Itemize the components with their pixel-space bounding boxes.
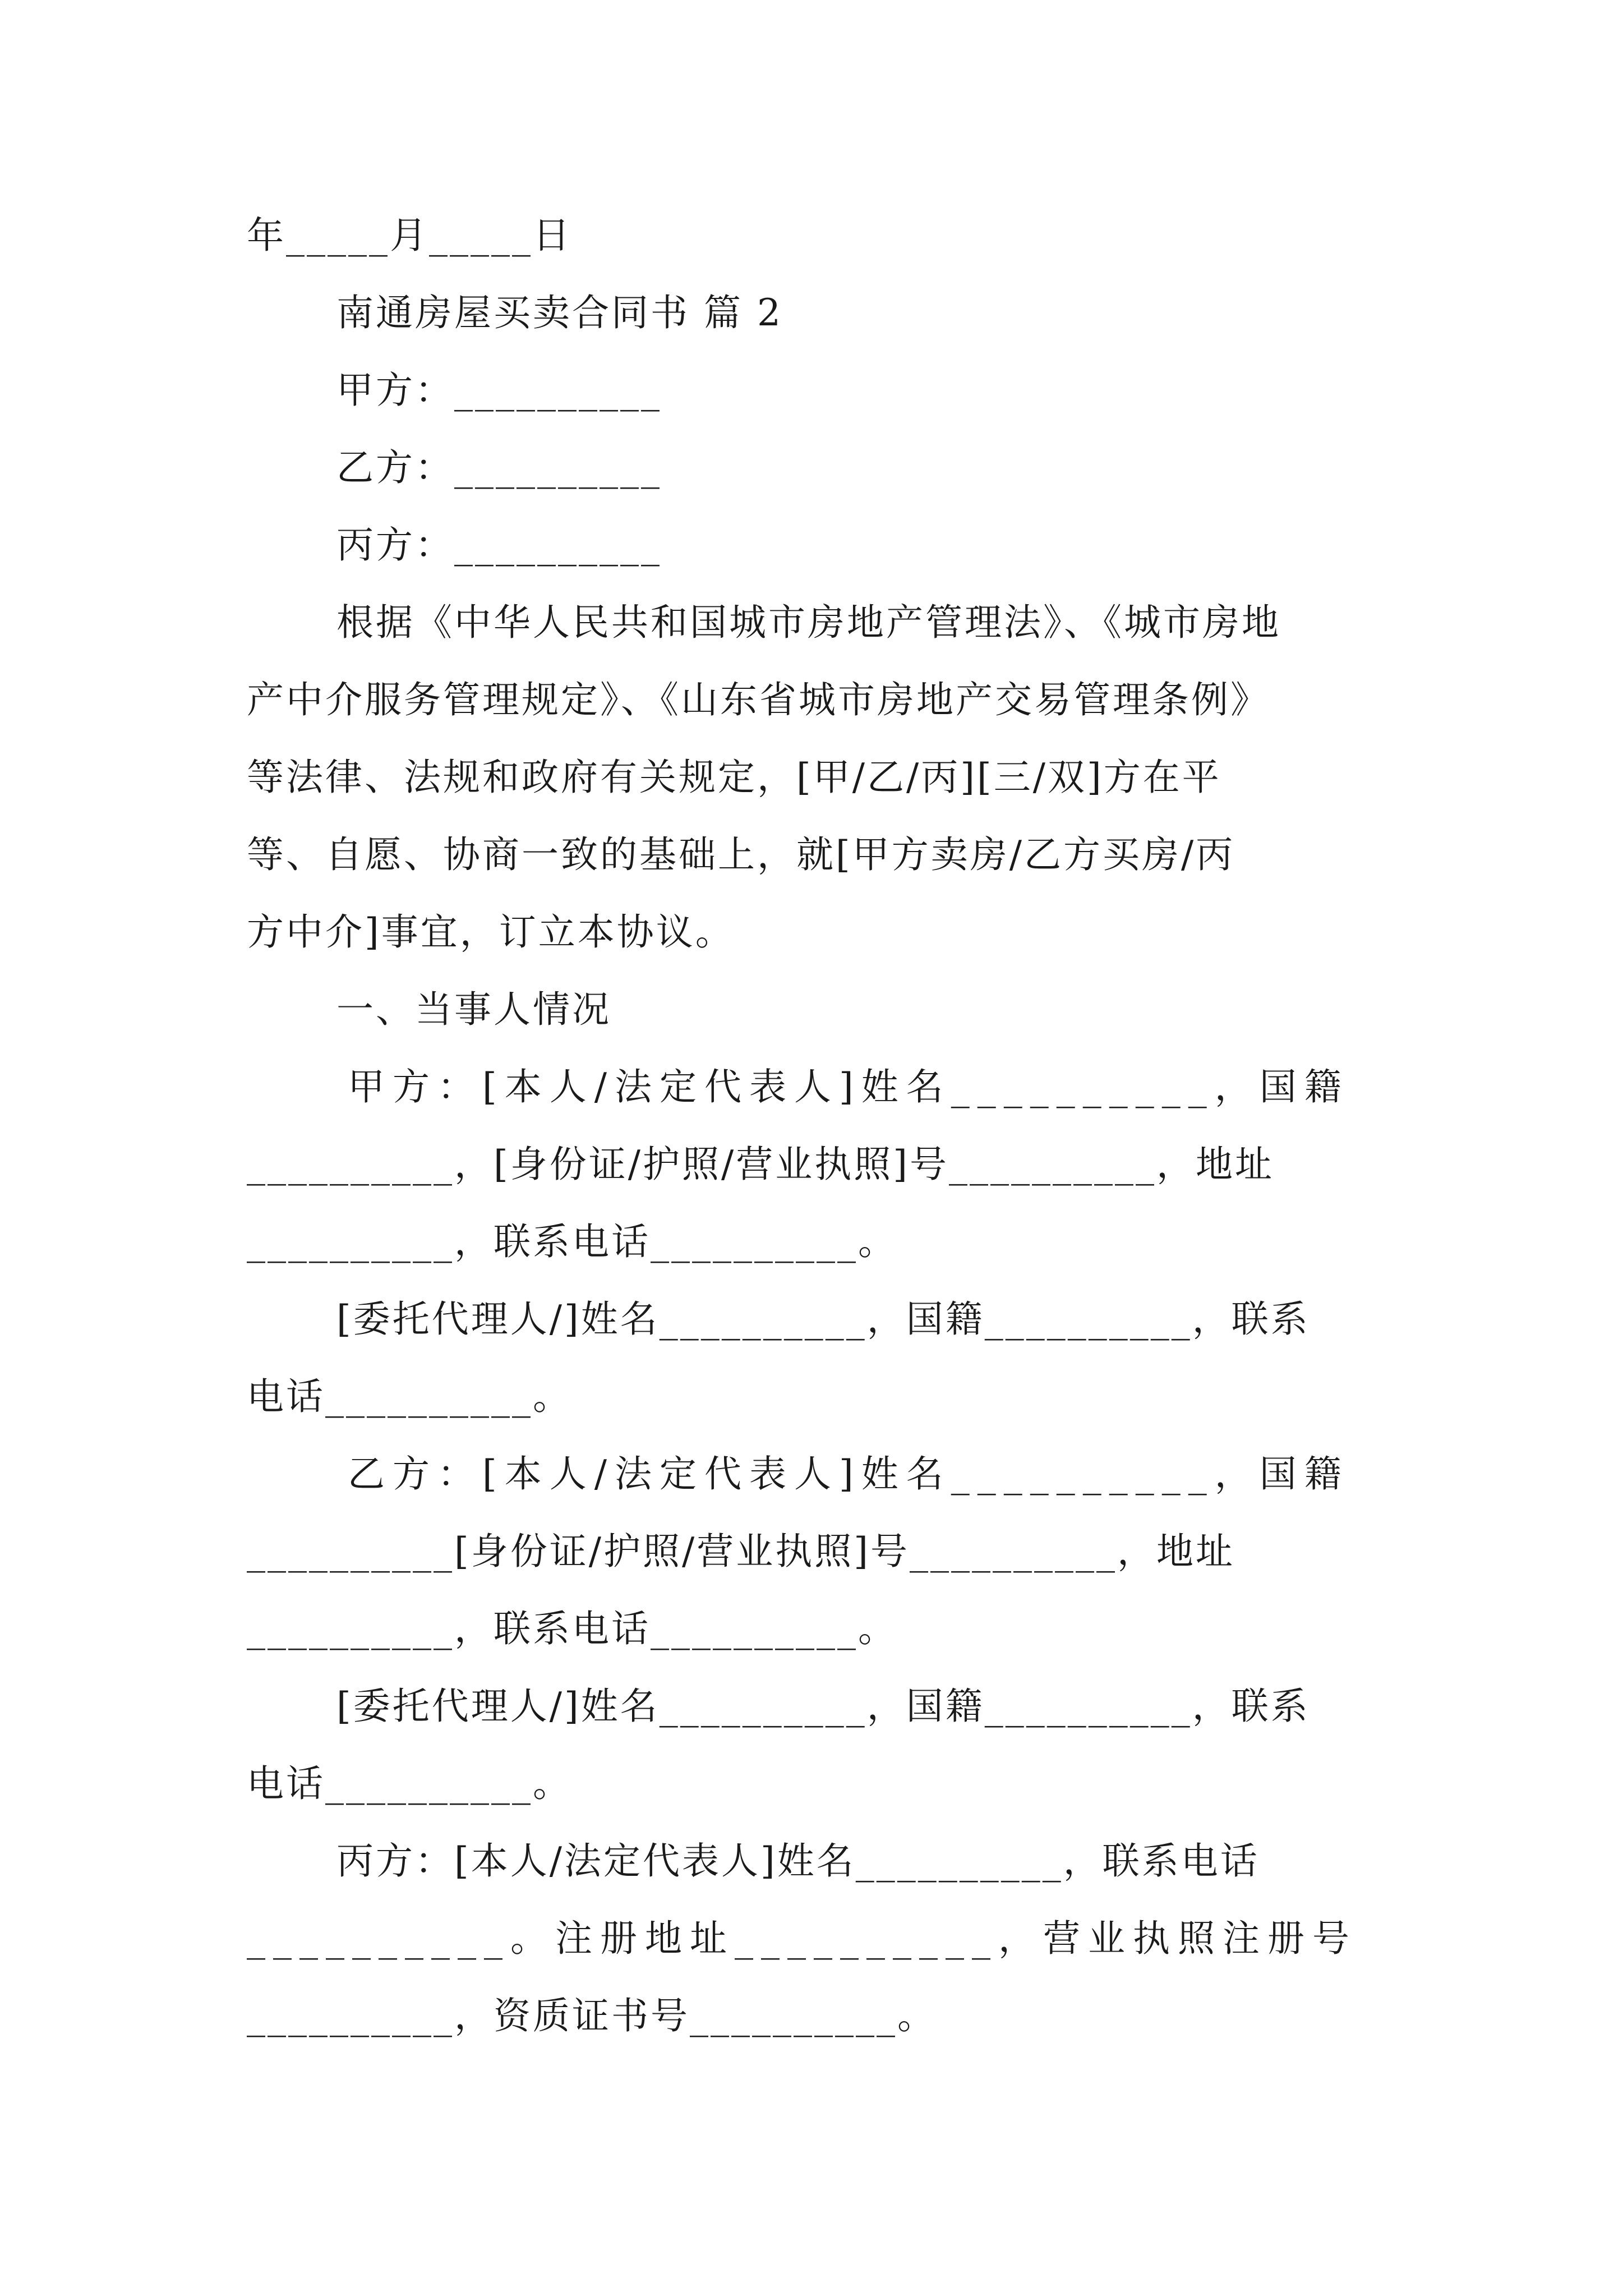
basis-paragraph-line-4: 等、自愿、协商一致的基础上，就[甲方卖房/乙方买房/丙 (247, 833, 1235, 876)
party-b-detail-line-3: __________，联系电话__________。 (247, 1607, 897, 1650)
party-b-detail-line-2: __________[身份证/护照/营业执照]号__________，地址 (247, 1530, 1235, 1573)
party-a-agent-line-2: 电话__________。 (247, 1375, 572, 1418)
party-c-detail-line-3: __________，资质证书号__________。 (247, 1994, 937, 2037)
party-a-detail-line-3: __________，联系电话__________。 (247, 1220, 897, 1263)
party-c-detail-line-1: 丙方：[本人/法定代表人]姓名__________，联系电话 (336, 1839, 1260, 1883)
party-a-line: 甲方：__________ (336, 369, 662, 412)
party-b-agent-line-2: 电话__________。 (247, 1762, 572, 1805)
basis-paragraph-line-2: 产中介服务管理规定》、《山东省城市房地产交易管理条例》 (247, 678, 1270, 721)
contract-title: 南通房屋买卖合同书 篇 2 (336, 291, 783, 334)
party-a-agent-line-1: [委托代理人/]姓名__________，国籍__________，联系 (336, 1297, 1310, 1341)
date-line: 年_____月_____日 (247, 214, 572, 257)
party-c-line: 丙方：__________ (336, 523, 662, 567)
section-heading-parties: 一、当事人情况 (336, 988, 611, 1031)
party-a-detail-line-2: __________，[身份证/护照/营业执照]号__________，地址 (247, 1143, 1274, 1186)
party-b-detail-line-1: 乙方：[本人/法定代表人]姓名__________，国籍 (348, 1452, 1349, 1496)
party-c-detail-line-2: __________。注册地址__________，营业执照注册号 (247, 1917, 1357, 1960)
basis-paragraph-line-3: 等法律、法规和政府有关规定，[甲/乙/丙][三/双]方在平 (247, 756, 1221, 799)
party-b-agent-line-1: [委托代理人/]姓名__________，国籍__________，联系 (336, 1685, 1310, 1728)
party-b-line: 乙方：__________ (336, 446, 662, 489)
basis-paragraph-line-5: 方中介]事宜，订立本协议。 (247, 910, 735, 954)
party-a-detail-line-1: 甲方：[本人/法定代表人]姓名__________，国籍 (348, 1065, 1349, 1108)
basis-paragraph-line-1: 根据《中华人民共和国城市房地产管理法》、《城市房地 (336, 601, 1281, 644)
